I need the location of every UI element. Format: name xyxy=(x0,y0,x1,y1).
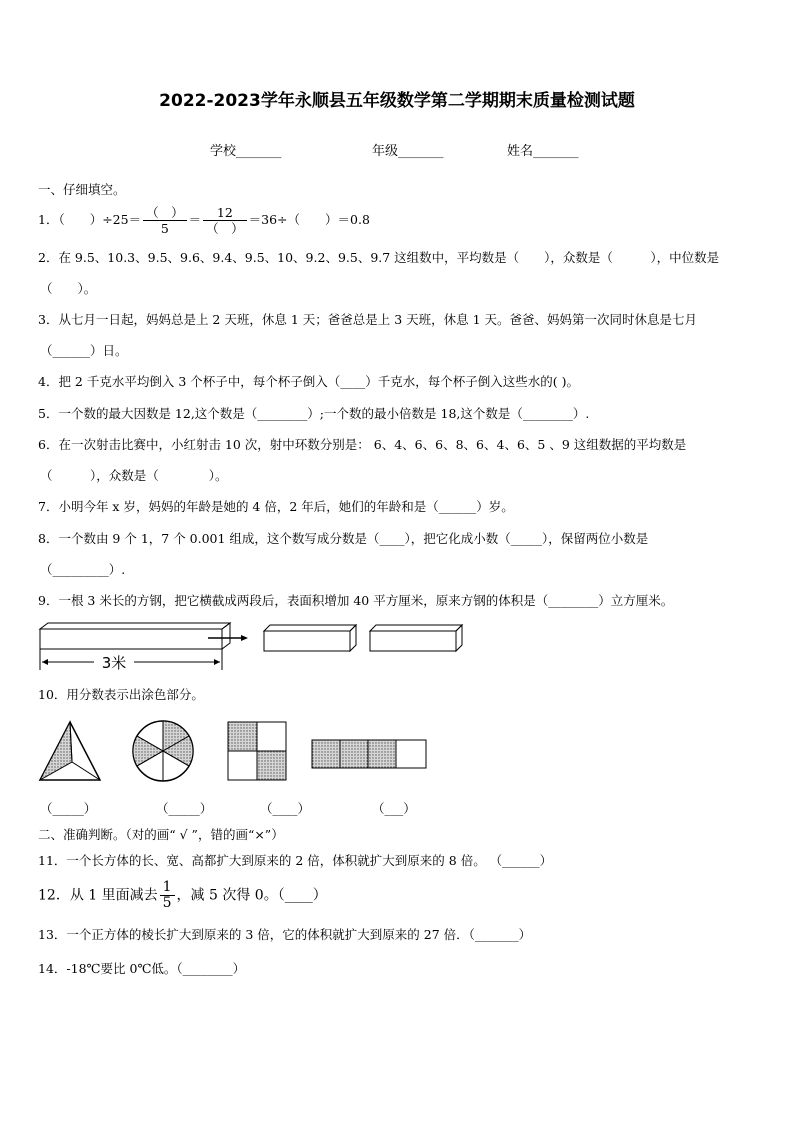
q12-frac-numerator: 1 xyxy=(160,880,175,896)
section-2-heading: 二、准确判断。（对的画“ √ ”，错的画“×”） xyxy=(38,827,284,842)
q1-fraction-1 xyxy=(143,205,187,236)
question-8-line-1: 8．一个数由 9 个 1，7 个 0.001 组成，这个数写成分数是（____），把它化成小数（_____），保留两位小数是 xyxy=(38,531,649,546)
q1-fraction-2 xyxy=(203,205,247,236)
question-12 xyxy=(38,880,327,911)
question-5: 5．一个数的最大因数是 12,这个数是（________）;一个数的最小倍数是 18,这个数是（________）. xyxy=(38,406,590,421)
square-shape xyxy=(228,722,286,780)
question-2-line-1: 2．在 9.5、10.3、9.5、9.6、9.4、9.5、10、9.2、9.5、9.7 这组数中，平均数是（ ），众数是（ ），中位数是 xyxy=(38,250,720,265)
q1-frac2-denominator: （ ） xyxy=(206,221,244,236)
question-6-line-1: 6．在一次射击比赛中，小红射击 10 次，射中环数分别是： 6、4、6、6、8、6、4、6、5 、9 这组数据的平均数是 xyxy=(38,437,687,452)
school-field: 学校_______ xyxy=(210,144,282,159)
question-9: 9．一根 3 米长的方钢，把它横截成两段后，表面积增加 40 平方厘米，原来方钢的体积是（________）立方厘米。 xyxy=(38,593,674,608)
q12-post: ，减 5 次得 0。（____） xyxy=(176,887,327,904)
q12-fraction xyxy=(160,880,175,911)
q1-number: 1． xyxy=(38,212,59,227)
q10-blank-square: （____） xyxy=(260,801,311,816)
question-8-line-2: （_________）. xyxy=(40,562,126,577)
rectangle-strip-shape xyxy=(312,740,426,768)
question-1 xyxy=(38,205,370,236)
long-bar xyxy=(40,623,230,649)
q1-part1: （ ）÷25＝ xyxy=(58,212,142,227)
q1-frac2-numerator: 12 xyxy=(203,205,247,221)
question-13: 13．一个正方体的棱长扩大到原来的 3 倍，它的体积就扩大到原来的 27 倍．（_______） xyxy=(38,927,532,942)
q1-frac1-denominator: 5 xyxy=(160,221,169,236)
steel-bar-figure xyxy=(36,620,476,680)
arrow-icon xyxy=(208,635,248,641)
piece-1 xyxy=(264,625,356,651)
section-1-heading: 一、仔细填空。 xyxy=(38,182,126,197)
q10-blank-circle: （_____） xyxy=(156,801,213,816)
question-7: 7．小明今年 x 岁，妈妈的年龄是她的 4 倍，2 年后，她们的年龄和是（______）岁。 xyxy=(38,499,514,514)
length-label: 3米 xyxy=(101,654,127,672)
shaded-shapes-figure xyxy=(36,718,436,784)
question-11: 11．一个长方体的长、宽、高都扩大到原来的 2 倍，体积就扩大到原来的 8 倍。 （______） xyxy=(38,853,553,868)
q12-frac-denominator: 5 xyxy=(162,895,172,911)
question-3-line-1: 3．从七月一日起，妈妈总是上 2 天班，休息 1 天；爸爸总是上 3 天班，休息 1 天。爸爸、妈妈第一次同时休息是七月 xyxy=(38,312,698,327)
question-4: 4．把 2 千克水平均倒入 3 个杯子中，每个杯子倒入（____）千克水，每个杯子倒入这些水的( )。 xyxy=(38,374,579,389)
q1-frac1-numerator: （ ） xyxy=(143,205,187,221)
question-3-line-2: （______）日。 xyxy=(40,343,128,358)
circle-shape xyxy=(133,721,193,781)
q1-part2: ＝36÷（ ）＝0.8 xyxy=(248,212,370,227)
name-field: 姓名_______ xyxy=(507,144,579,159)
question-14: 14．-18℃要比 0℃低。（________） xyxy=(38,961,246,976)
length-dimension xyxy=(40,649,222,672)
q1-equals: ＝ xyxy=(188,212,202,227)
piece-2 xyxy=(370,625,462,651)
q10-blank-strip: （___） xyxy=(372,801,416,816)
q12-pre: 12．从 1 里面减去 xyxy=(38,887,158,904)
question-2-line-2: （ ）。 xyxy=(40,281,97,296)
triangle-shape xyxy=(40,722,100,780)
grade-field: 年级_______ xyxy=(372,144,444,159)
question-10: 10．用分数表示出涂色部分。 xyxy=(38,687,204,702)
question-6-line-2: （ ），众数是（ ）。 xyxy=(40,468,228,483)
page-title: 2022-2023学年永顺县五年级数学第二学期期末质量检测试题 xyxy=(159,91,635,111)
q10-blank-triangle: （_____） xyxy=(40,801,97,816)
